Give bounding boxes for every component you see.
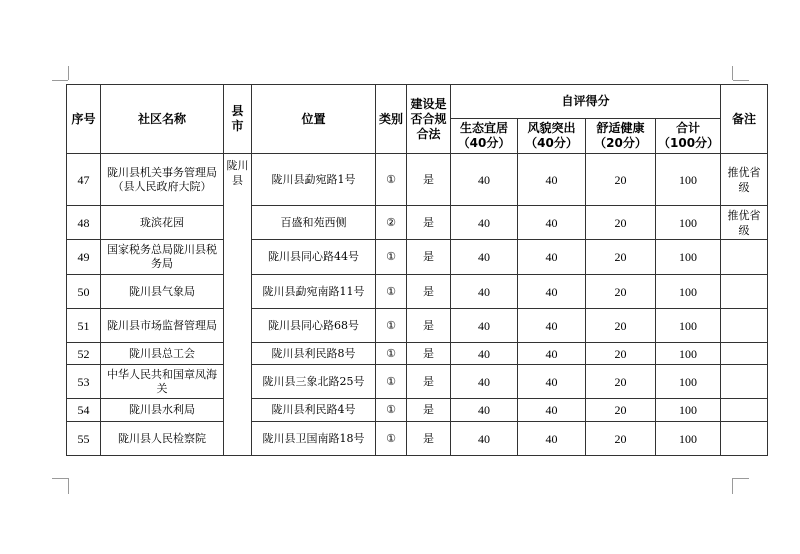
- header-remarks: 备注: [721, 85, 768, 154]
- header-location: 位置: [252, 85, 376, 154]
- cell-county: 陇川县: [224, 154, 252, 456]
- cell-seq: 55: [67, 422, 101, 456]
- crop-mark-bottom-left-h: [52, 478, 68, 479]
- cell-remarks: 推优省级: [721, 154, 768, 206]
- cell-ecology: 40: [451, 309, 518, 343]
- cell-total: 100: [656, 399, 721, 422]
- cell-location: 陇川县同心路68号: [252, 309, 376, 343]
- cell-remarks: [721, 309, 768, 343]
- crop-mark-top-left-h: [52, 80, 68, 81]
- cell-compliance: 是: [407, 240, 451, 275]
- cell-location: 陇川县利民路8号: [252, 343, 376, 365]
- cell-name: 陇川县人民检察院: [101, 422, 224, 456]
- cell-ecology: 40: [451, 275, 518, 309]
- crop-mark-bottom-right-v: [732, 478, 733, 494]
- cell-location: 陇川县卫国南路18号: [252, 422, 376, 456]
- cell-remarks: [721, 240, 768, 275]
- crop-mark-top-right-h: [733, 80, 749, 81]
- cell-style: 40: [518, 343, 586, 365]
- cell-remarks: [721, 275, 768, 309]
- cell-comfort: 20: [586, 343, 656, 365]
- cell-category: ①: [376, 422, 407, 456]
- cell-seq: 50: [67, 275, 101, 309]
- cell-seq: 52: [67, 343, 101, 365]
- cell-style: 40: [518, 422, 586, 456]
- header-style: 风貌突出（40分）: [518, 119, 586, 154]
- cell-ecology: 40: [451, 343, 518, 365]
- cell-comfort: 20: [586, 154, 656, 206]
- cell-remarks: [721, 343, 768, 365]
- cell-remarks: [721, 399, 768, 422]
- cell-category: ①: [376, 240, 407, 275]
- cell-total: 100: [656, 240, 721, 275]
- cell-style: 40: [518, 275, 586, 309]
- cell-name: 中华人民共和国章凤海关: [101, 365, 224, 399]
- cell-name: 国家税务总局陇川县税务局: [101, 240, 224, 275]
- cell-seq: 53: [67, 365, 101, 399]
- cell-comfort: 20: [586, 309, 656, 343]
- table-row: [67, 275, 768, 309]
- cell-ecology: 40: [451, 365, 518, 399]
- cell-comfort: 20: [586, 275, 656, 309]
- cell-compliance: 是: [407, 399, 451, 422]
- cell-ecology: 40: [451, 154, 518, 206]
- table-row: [67, 240, 768, 275]
- cell-total: 100: [656, 275, 721, 309]
- cell-compliance: 是: [407, 343, 451, 365]
- cell-total: 100: [656, 206, 721, 240]
- cell-location: 陇川县利民路4号: [252, 399, 376, 422]
- cell-compliance: 是: [407, 154, 451, 206]
- header-category: 类别: [376, 85, 407, 154]
- cell-style: 40: [518, 206, 586, 240]
- header-total: 合计（100分）: [656, 119, 721, 154]
- header-ecology: 生态宜居（40分）: [451, 119, 518, 154]
- cell-total: 100: [656, 309, 721, 343]
- header-self-score: 自评得分: [451, 85, 721, 119]
- cell-compliance: 是: [407, 275, 451, 309]
- cell-seq: 54: [67, 399, 101, 422]
- cell-comfort: 20: [586, 422, 656, 456]
- cell-total: 100: [656, 422, 721, 456]
- cell-category: ①: [376, 343, 407, 365]
- table-row: [67, 154, 768, 206]
- cell-style: 40: [518, 154, 586, 206]
- cell-name: 陇川县市场监督管理局: [101, 309, 224, 343]
- cell-total: 100: [656, 365, 721, 399]
- cell-style: 40: [518, 365, 586, 399]
- cell-seq: 47: [67, 154, 101, 206]
- cell-category: ①: [376, 365, 407, 399]
- cell-location: 陇川县勐宛路1号: [252, 154, 376, 206]
- table-row: [67, 343, 768, 365]
- cell-total: 100: [656, 343, 721, 365]
- table-row: [67, 422, 768, 456]
- cell-remarks: [721, 365, 768, 399]
- cell-category: ①: [376, 154, 407, 206]
- community-assessment-table: [66, 84, 768, 456]
- cell-ecology: 40: [451, 206, 518, 240]
- header-compliance: 建设是否合规合法: [407, 85, 451, 154]
- cell-category: ①: [376, 399, 407, 422]
- cell-style: 40: [518, 240, 586, 275]
- table-row: [67, 365, 768, 399]
- header-county: 县市: [224, 85, 252, 154]
- cell-category: ①: [376, 309, 407, 343]
- cell-comfort: 20: [586, 206, 656, 240]
- cell-category: ①: [376, 275, 407, 309]
- table-row: [67, 399, 768, 422]
- header-comfort: 舒适健康（20分）: [586, 119, 656, 154]
- cell-location: 陇川县勐宛南路11号: [252, 275, 376, 309]
- cell-style: 40: [518, 309, 586, 343]
- cell-style: 40: [518, 399, 586, 422]
- cell-comfort: 20: [586, 399, 656, 422]
- cell-total: 100: [656, 154, 721, 206]
- cell-comfort: 20: [586, 365, 656, 399]
- cell-remarks: 推优省级: [721, 206, 768, 240]
- table-row: [67, 206, 768, 240]
- cell-comfort: 20: [586, 240, 656, 275]
- cell-seq: 48: [67, 206, 101, 240]
- cell-name: 陇川县气象局: [101, 275, 224, 309]
- header-seq: 序号: [67, 85, 101, 154]
- header-name: 社区名称: [101, 85, 224, 154]
- cell-seq: 51: [67, 309, 101, 343]
- cell-compliance: 是: [407, 206, 451, 240]
- cell-location: 百盛和苑西侧: [252, 206, 376, 240]
- cell-name: 陇川县水利局: [101, 399, 224, 422]
- crop-mark-top-left-v: [68, 66, 69, 80]
- table-row: [67, 309, 768, 343]
- cell-ecology: 40: [451, 399, 518, 422]
- cell-compliance: 是: [407, 309, 451, 343]
- cell-name: 陇川县总工会: [101, 343, 224, 365]
- cell-location: 陇川县同心路44号: [252, 240, 376, 275]
- cell-compliance: 是: [407, 365, 451, 399]
- cell-name: 珑滨花园: [101, 206, 224, 240]
- crop-mark-bottom-left-v: [68, 478, 69, 494]
- crop-mark-top-right-v: [732, 66, 733, 80]
- cell-ecology: 40: [451, 240, 518, 275]
- crop-mark-bottom-right-h: [733, 478, 749, 479]
- cell-location: 陇川县三象北路25号: [252, 365, 376, 399]
- cell-compliance: 是: [407, 422, 451, 456]
- cell-remarks: [721, 422, 768, 456]
- cell-name: 陇川县机关事务管理局（县人民政府大院）: [101, 154, 224, 206]
- cell-category: ②: [376, 206, 407, 240]
- cell-seq: 49: [67, 240, 101, 275]
- cell-ecology: 40: [451, 422, 518, 456]
